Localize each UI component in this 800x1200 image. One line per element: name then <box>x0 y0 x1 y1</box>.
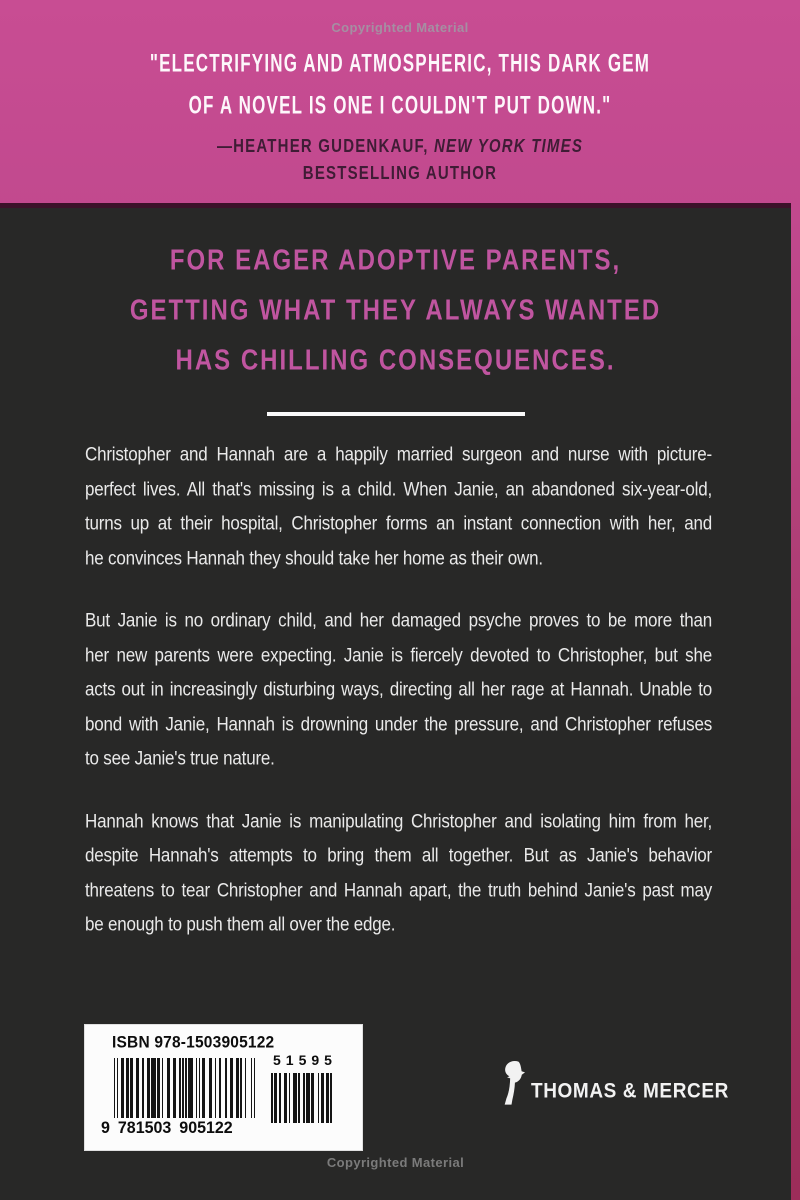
back-panel <box>0 203 791 1200</box>
synopsis-paragraph <box>85 438 712 576</box>
barcode-addon-icon <box>271 1073 332 1123</box>
barcode-digit-group-1: 9 <box>97 1120 114 1138</box>
barcode-price-code: 51595 <box>273 1052 337 1068</box>
review-quote-line-2: OF A NOVEL IS ONE I COULDN'T PUT DOWN." <box>188 91 612 120</box>
barcode-main-icon <box>114 1058 255 1118</box>
synopsis-line: turns up at their hospital, Christopher forms an instant connection with her, and <box>85 512 712 535</box>
tagline-headline <box>0 236 791 386</box>
synopsis-line: be enough to push them all over the edge. <box>85 913 396 936</box>
synopsis-line: to see Janie's true nature. <box>85 747 275 770</box>
tagline-line-3: HAS CHILLING CONSEQUENCES. <box>175 344 616 377</box>
divider-rule <box>267 412 525 416</box>
synopsis-line: despite Hannah's attempts to bring them all together. But as Janie's behavior <box>85 844 712 867</box>
copyright-notice-bottom: Copyrighted Material <box>326 1155 465 1170</box>
copyright-notice-top: Copyrighted Material <box>331 20 469 35</box>
synopsis-paragraph <box>85 604 712 777</box>
barcode-digit-group-2: 781503 <box>114 1120 175 1138</box>
publisher-name: THOMAS & MERCER <box>531 1079 729 1104</box>
quote-attribution <box>0 133 800 187</box>
publisher-raven-icon <box>500 1060 527 1106</box>
synopsis-line: bond with Janie, Hannah is drowning under the pressure, and Christopher refuses <box>85 713 712 735</box>
review-quote-line-1: "ELECTRIFYING AND ATMOSPHERIC, THIS DARK GEM <box>149 49 651 78</box>
synopsis-line: perfect lives. All that's missing is a child. When Janie, an abandoned six-year-old, <box>85 478 712 500</box>
pink-header-section <box>0 0 800 203</box>
synopsis-line: acts out in increasingly disturbing ways, directing all her rage at Hannah. Unable to <box>85 678 712 701</box>
synopsis <box>85 438 712 943</box>
review-quote <box>0 43 800 127</box>
synopsis-line: threatens to tear Christopher and Hannah apart, the truth behind Janie's past may <box>85 879 712 901</box>
synopsis-line: But Janie is no ordinary child, and her damaged psyche proves to be more than <box>85 609 712 632</box>
synopsis-line: Christopher and Hannah are a happily married surgeon and nurse with picture- <box>85 443 712 466</box>
attribution-author: —HEATHER GUDENKAUF, <box>216 136 434 157</box>
synopsis-line: her new parents were expecting. Janie is fiercely devoted to Christopher, but she <box>85 644 712 666</box>
barcode-digit-group-3: 905122 <box>175 1120 236 1138</box>
attribution-publication: NEW YORK TIMES <box>434 136 584 157</box>
isbn-number: ISBN 978-1503905122 <box>112 1033 275 1052</box>
tagline-line-1: FOR EAGER ADOPTIVE PARENTS, <box>169 244 622 277</box>
publisher-logo <box>500 1060 729 1106</box>
barcode-digits <box>97 1120 237 1139</box>
synopsis-line: he convinces Hannah they should take her home as their own. <box>85 547 543 569</box>
synopsis-paragraph <box>85 805 712 943</box>
barcode-label <box>84 1024 363 1151</box>
quote-attribution-line-2: BESTSELLING AUTHOR <box>302 163 498 184</box>
tagline-line-2: GETTING WHAT THEY ALWAYS WANTED <box>129 294 662 327</box>
synopsis-line: Hannah knows that Janie is manipulating Christopher and isolating him from her, <box>85 810 712 832</box>
